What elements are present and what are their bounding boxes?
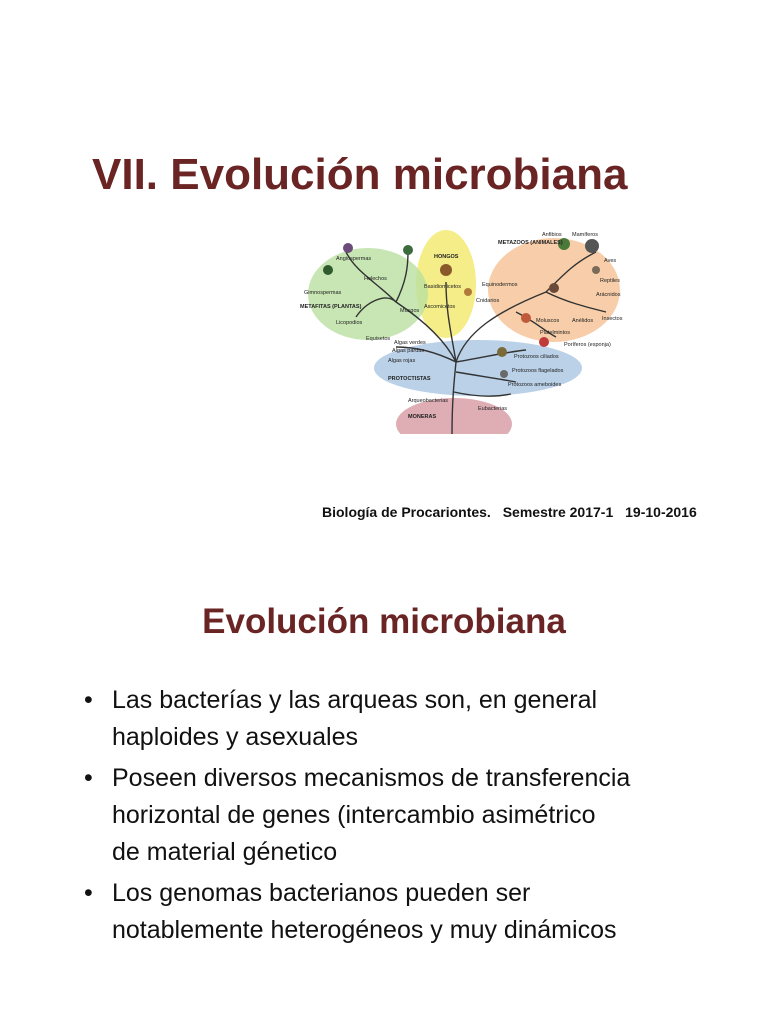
tree-label: Arqueobacterias bbox=[408, 398, 449, 404]
tree-label: Eubacterias bbox=[478, 406, 508, 412]
tree-label: Angiospermas bbox=[336, 256, 372, 262]
tree-label: Algas rojas bbox=[388, 358, 416, 364]
bullet-line: Poseen diversos mecanismos de transferencia bbox=[112, 764, 631, 792]
bullet-line: Los genomas bacterianos pueden ser bbox=[112, 879, 531, 907]
tree-label: Helechos bbox=[364, 276, 387, 282]
tree-of-life-image bbox=[296, 222, 626, 434]
bullet-item bbox=[84, 760, 744, 871]
bullet-list bbox=[84, 682, 744, 953]
tree-label: Anélidos bbox=[572, 318, 594, 324]
tree-label: Mamíferos bbox=[572, 232, 598, 238]
tree-label: Gimnospermas bbox=[304, 290, 342, 296]
bullet-item bbox=[84, 875, 744, 949]
tree-label: Cnidarios bbox=[476, 298, 500, 304]
tree-label: Insectos bbox=[602, 316, 623, 322]
tree-label: Protozoos ciliados bbox=[514, 354, 559, 360]
tree-label: Algas verdes bbox=[394, 340, 426, 346]
slide-2 bbox=[0, 560, 768, 1024]
credit-semester: Semestre 2017-1 bbox=[502, 504, 614, 520]
bullet-line: haploides y asexuales bbox=[112, 723, 358, 751]
tree-label: Moluscos bbox=[536, 318, 560, 324]
tree-label: Protozoos ameboides bbox=[508, 382, 562, 388]
tree-label: Musgos bbox=[400, 308, 420, 314]
tree-label: Arácnidos bbox=[596, 292, 621, 298]
tree-label: Aves bbox=[604, 258, 617, 264]
tree-label: Platelmintos bbox=[540, 330, 570, 336]
bullet-line: notablemente heterogéneos y muy dinámicos bbox=[112, 916, 617, 944]
tree-group-label: METAFITAS (PLANTAS) bbox=[300, 304, 362, 310]
slide-1-title: VII. Evolución microbiana bbox=[92, 150, 628, 199]
tree-group-label: PROTOCTISTAS bbox=[388, 376, 431, 382]
bullet-item bbox=[84, 682, 744, 756]
tree-group-label: HONGOS bbox=[434, 254, 459, 260]
slide-2-title: Evolución microbiana bbox=[202, 602, 566, 641]
tree-label: Basidiomicetos bbox=[424, 284, 461, 290]
tree-label: Protozoos flagelados bbox=[512, 368, 564, 374]
bullet-line: horizontal de genes (intercambio asimétrico bbox=[112, 801, 596, 829]
tree-label: Equinodermos bbox=[482, 282, 518, 288]
tree-label: Equisetos bbox=[366, 336, 391, 342]
tree-label: Anfibios bbox=[542, 232, 562, 238]
credit-date: 19-10-2016 bbox=[625, 504, 697, 520]
tree-label: Licopodios bbox=[336, 320, 363, 326]
tree-label: Algas pardas bbox=[392, 348, 425, 354]
tree-group-label: METAZOOS (ANIMALES) bbox=[498, 240, 563, 246]
tree-label: Poríferos (esponja) bbox=[564, 342, 611, 348]
tree-group-label: MONERAS bbox=[408, 414, 437, 420]
bullet-line: Las bacterías y las arqueas son, en general bbox=[112, 686, 598, 714]
slide-1-credit bbox=[322, 504, 697, 520]
bullet-marker: • bbox=[84, 764, 93, 792]
bullet-marker: • bbox=[84, 686, 93, 714]
credit-course: Biología de Procariontes. bbox=[322, 504, 491, 520]
tree-label: Reptiles bbox=[600, 278, 620, 284]
bullet-marker: • bbox=[84, 879, 93, 907]
bullet-line: de material génetico bbox=[112, 838, 338, 866]
tree-label: Ascomicetos bbox=[424, 304, 456, 310]
